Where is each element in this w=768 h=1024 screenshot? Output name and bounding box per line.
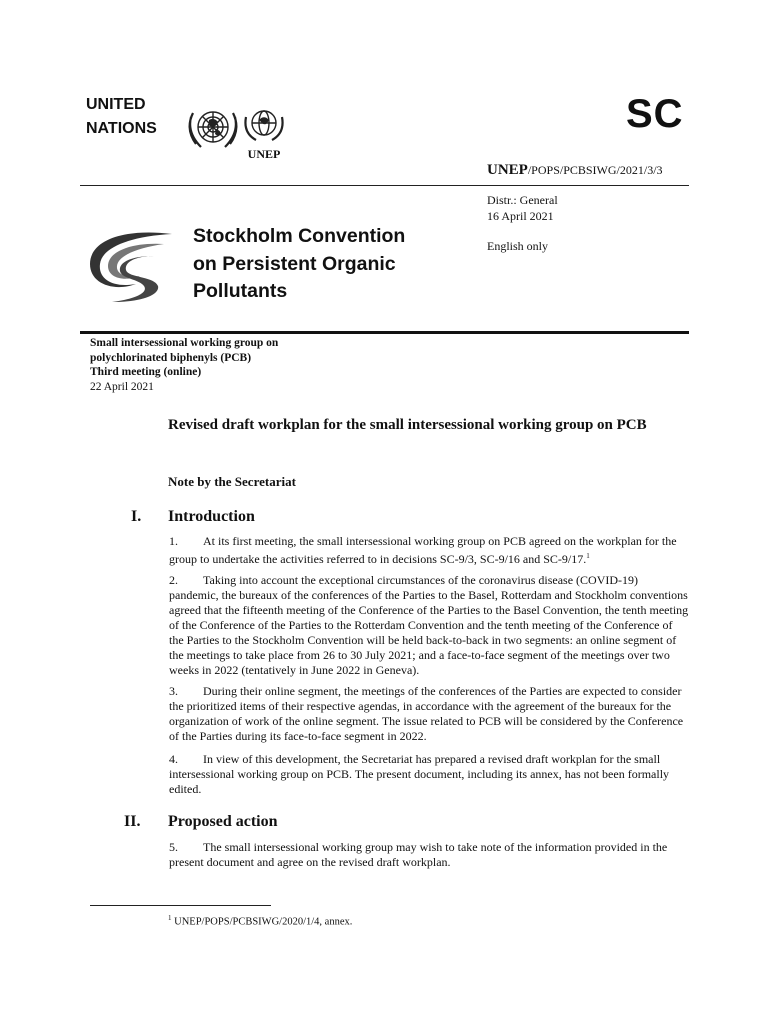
stockholm-convention-logo (84, 226, 176, 306)
paragraph-number: 1. (169, 534, 178, 548)
paragraph-number: 4. (169, 752, 178, 766)
convention-title-line3: Pollutants (193, 280, 288, 302)
distribution: Distr.: General (487, 193, 558, 207)
paragraph-text: Taking into account the exceptional circumstances of the coronavirus disease (COVID-19) pandemic, the bureaux of the conferences of the Parties to the Basel, Rotterdam and Stockholm conventions agreed that the fifteenth meeting of the Conference of the Parties to the Basel Convention, the tenth meeting of the Conference of the Parties to the Rotterdam Convention and the tenth meeting of the Conference of the Parties to the Stockholm Convention will be held back-to-back in two segments: an online segment of the meetings to take place from 26 to 30 July 2021; and a face-to-face segment of the meetings over two weeks in 2022 (tentatively in June 2022 in Geneva). (169, 573, 689, 677)
meeting-info (90, 336, 278, 394)
convention-title-line2: on Persistent Organic (193, 252, 396, 275)
convention-title (193, 223, 473, 306)
un-name (86, 93, 157, 141)
note-by-secretariat: Note by the Secretariat (168, 474, 296, 489)
unep-emblem-icon (245, 111, 282, 140)
footnote-mark: 1 (168, 914, 172, 922)
footnote-rule (90, 905, 271, 906)
paragraph-number: 3. (169, 684, 178, 698)
convention-title-line1: Stockholm Convention (193, 225, 406, 247)
symbol-rest: /POPS/PCBSIWG/2021/3/3 (527, 163, 663, 177)
paragraph-text: During their online segment, the meetings of the conferences of the Parties are expected to consider the prioritized items of their respective agendas, in accordance with the agreement of the bureaux for the organization of work of the online segment. The issue related to PCB will be considered by the Conference of the Parties during its face-to-face segment in 2022. (169, 684, 684, 743)
paragraph-text: At its first meeting, the small intersessional working group on PCB agreed on the workplan for the group to undertake the activities referred to in decisions SC-9/3, SC-9/16 and SC-9/17. (169, 534, 677, 566)
stockholm-convention-logo-icon (84, 226, 176, 306)
document-title: Revised draft workplan for the small intersessional working group on PCB (168, 417, 647, 433)
footnote-reference: 1 (586, 552, 590, 560)
symbol-prefix: UNEP (487, 162, 528, 178)
un-name-line2: NATIONS (86, 120, 157, 137)
language-note: English only (487, 239, 549, 253)
footnote (168, 914, 352, 928)
distribution-info (487, 192, 558, 224)
meeting-line3: Third meeting (online) (90, 366, 202, 378)
paragraph-text: In view of this development, the Secretariat has prepared a revised draft workplan for the small intersessional working group on PCB. The present document, including its annex, has not been formally edited. (169, 752, 670, 796)
document-symbol (487, 162, 663, 179)
section-rule (80, 331, 689, 334)
un-emblem-icon (186, 100, 294, 162)
section-heading-introduction: Introduction (168, 508, 255, 525)
unep-label: UNEP (247, 147, 281, 161)
paragraph-1 (169, 534, 689, 567)
paragraph-number: 5. (169, 840, 178, 854)
section-number-1: I. (131, 508, 142, 525)
header-rule (80, 185, 689, 186)
paragraph-2 (169, 573, 689, 678)
section-number-2: II. (124, 813, 141, 830)
footnote-text: UNEP/POPS/PCBSIWG/2020/1/4, annex. (174, 916, 353, 928)
un-unep-logos (186, 100, 294, 162)
issue-date: 16 April 2021 (487, 209, 554, 223)
sc-code: SC (626, 92, 684, 136)
meeting-date: 22 April 2021 (90, 380, 154, 393)
paragraph-number: 2. (169, 573, 178, 587)
paragraph-5 (169, 840, 689, 870)
meeting-line1: Small intersessional working group on (90, 337, 279, 349)
un-name-line1: UNITED (86, 96, 146, 113)
paragraph-text: The small intersessional working group may wish to take note of the information provided in the present document and agree on the revised draft workplan. (169, 840, 668, 869)
paragraph-4 (169, 752, 689, 797)
section-heading-proposed-action: Proposed action (168, 813, 278, 830)
paragraph-3 (169, 684, 689, 744)
meeting-line2: polychlorinated biphenyls (PCB) (90, 351, 252, 364)
